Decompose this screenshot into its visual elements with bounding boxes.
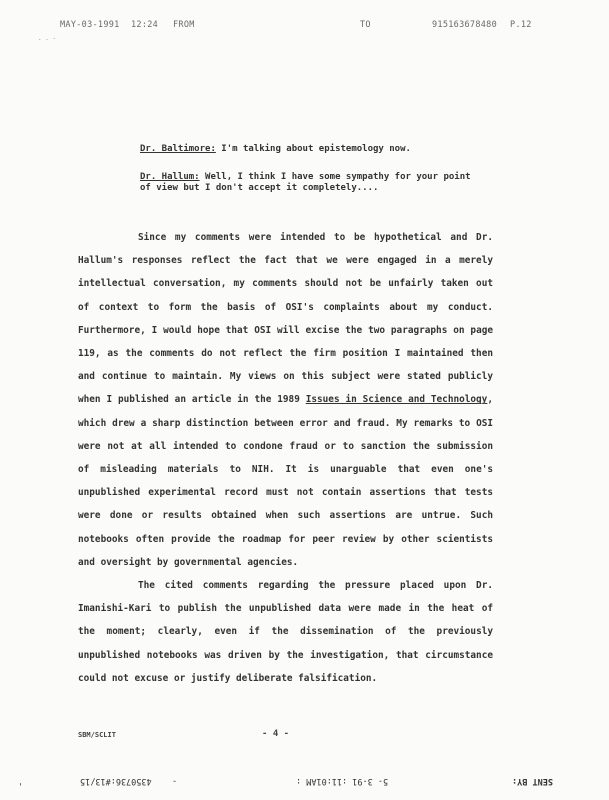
fax-transmission-strip <box>0 776 609 792</box>
strip-tick: ' <box>18 776 24 786</box>
dialog-text: Well, I think I have some sympathy for your point of view but I don't accept it completely.... <box>140 172 471 193</box>
dialog-speaker: Dr. Baltimore: <box>140 144 216 154</box>
fax-number: 915163678480 <box>432 20 498 30</box>
dialog-speaker: Dr. Hallum: <box>140 172 200 182</box>
strip-datetime: 5- 3-91 :11:01AM : <box>296 776 389 786</box>
fax-page-number: P.12 <box>510 20 532 30</box>
fax-time: 12:24 <box>131 20 159 30</box>
dialog-line-hallum <box>140 172 480 194</box>
dialog-line-baltimore <box>140 144 480 155</box>
footer-page-number: - 4 - <box>262 729 290 739</box>
paragraph-2 <box>78 574 493 690</box>
scan-specks: . . - <box>38 35 57 42</box>
paragraph-text: , which drew a sharp distinction between error and fraud. My remarks to OSI were not at all intended to condone fraud or to sanction the submission of misleading materials to NIH. It is unarguable that even one's unpublished experimental record must not contain assertions that tests were done or results obtained when such assertions are untrue. Such notebooks often provide the roadmap for peer review by other scientists and oversight by governmental agencies. <box>78 394 493 568</box>
strip-sent-by: SENT BY: <box>512 776 553 786</box>
paragraph-1 <box>78 226 493 574</box>
paragraph-text: Since my comments were intended to be hypothetical and Dr. Hallum's responses reflect the fact that we were engaged in a merely intellectual conversation, my comments should not be unfairly taken out of context to form the basis of OSI's complaints about my conduct. Furthermore, I would hope that OSI will excise the two paragraphs on page 119, as the comments do not reflect the firm position I maintained then and continue to maintain. My views on this subject were stated publicly when I published an article in the 1989 <box>78 232 493 406</box>
paragraph-text: The cited comments regarding the pressure placed upon Dr. Imanishi-Kari to publish the unpublished data were made in the heat of the moment; clearly, even if the dissemination of the previously unpublished notebooks was driven by the investigation, that circumstance could not excuse or justify deliberate falsification. <box>78 580 493 684</box>
fax-to-label: TO <box>360 20 371 30</box>
strip-mark: - <box>172 776 178 786</box>
dialog-text: I'm talking about epistemology now. <box>215 144 411 154</box>
body-text <box>78 226 493 690</box>
fax-header <box>0 20 609 34</box>
fax-from-label: FROM <box>173 20 195 30</box>
publication-title: Issues in Science and Technology <box>305 394 488 406</box>
footer-reference-code: SBM/SCLIT <box>78 731 116 739</box>
strip-number: 4350736:#13/15 <box>80 776 152 786</box>
fax-date: MAY-03-1991 <box>60 20 120 30</box>
